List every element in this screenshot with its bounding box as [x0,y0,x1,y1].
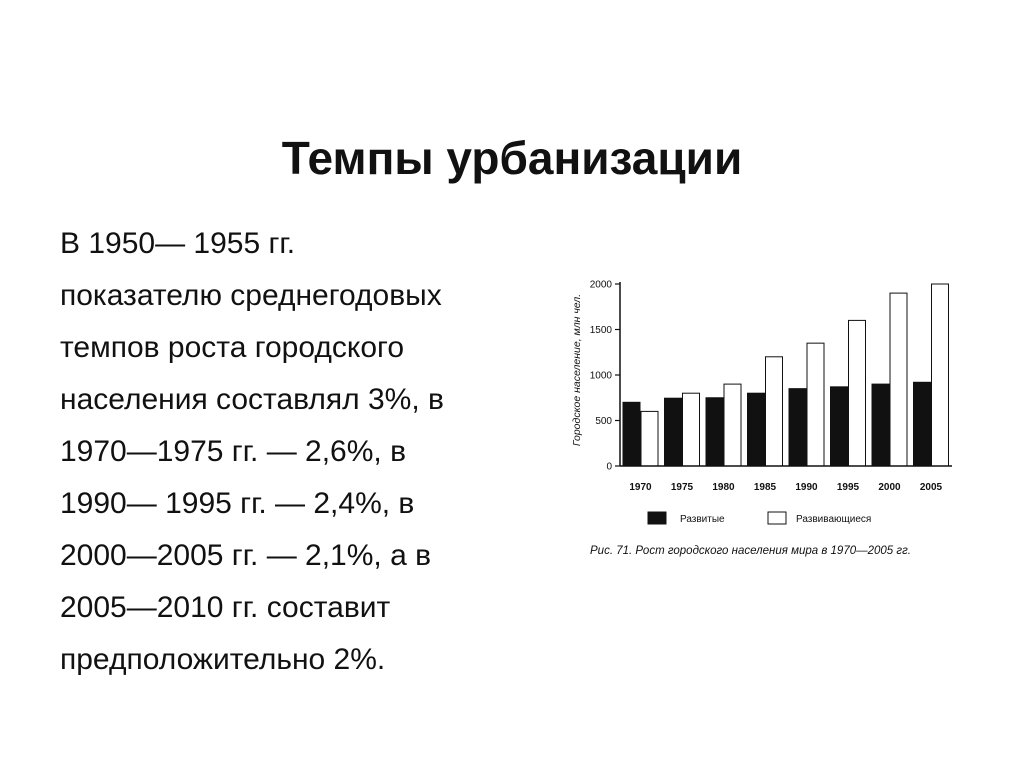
bar-developed [831,387,848,466]
x-tick-label: 1970 [629,482,652,493]
bar-developing [683,393,700,466]
legend-swatch-developing [768,512,786,524]
y-tick-label: 0 [606,461,612,473]
x-tick-label: 1995 [836,482,860,493]
x-tick-label: 2005 [919,482,943,493]
y-axis-ticks [590,280,620,473]
x-axis-labels [629,482,942,493]
urban-population-chart [560,262,960,562]
y-axis-label: Городское население, млн чел. [571,293,583,447]
body-line: В 1950— 1955 гг. [60,227,296,260]
x-tick-label: 1985 [753,482,777,493]
chart-caption: Рис. 71. Рост городского населения мира в 1970—2005 гг. [590,545,911,557]
body-line: темпов роста городского [60,331,405,364]
bar-developing [766,357,783,466]
slide-title: Темпы урбанизации [281,132,743,184]
body-line: 1970—1975 гг. — 2,6%, в [60,435,407,468]
x-tick-label: 1980 [712,482,735,493]
legend [648,512,871,525]
x-tick-label: 2000 [878,482,901,493]
y-tick-label: 1000 [589,370,612,382]
y-tick-label: 2000 [589,279,612,291]
body-line: 1990— 1995 гг. — 2,4%, в [60,487,415,520]
x-tick-label: 1990 [795,482,818,493]
body-text [60,218,560,686]
bar-developed [623,402,640,466]
legend-swatch-developed [648,512,666,524]
bar-developing [641,411,658,466]
bar-developed [706,398,723,466]
bar-developing [932,284,949,466]
body-line: показателю среднегодовых [60,279,442,312]
body-line: предположительно 2%. [60,643,386,676]
legend-label-developing: Развивающиеся [796,514,872,525]
body-line: 2005—2010 гг. составит [60,591,391,624]
bar-developing [724,384,741,466]
body-line: 2000—2005 гг. — 2,1%, а в [60,539,432,572]
bar-developing [890,293,907,466]
y-tick-label: 500 [595,416,612,427]
bar-developing [807,343,824,466]
body-line: населения составлял 3%, в [60,383,444,416]
bars-group [623,284,949,466]
x-tick-label: 1975 [670,482,694,493]
legend-label-developed: Развитые [680,514,725,525]
bar-developed [665,398,682,466]
bar-developed [872,384,889,466]
bar-developed [789,389,806,466]
y-tick-label: 1500 [589,325,612,336]
bar-developing [849,320,866,466]
bar-developed [748,393,765,466]
bar-developed [914,382,931,466]
